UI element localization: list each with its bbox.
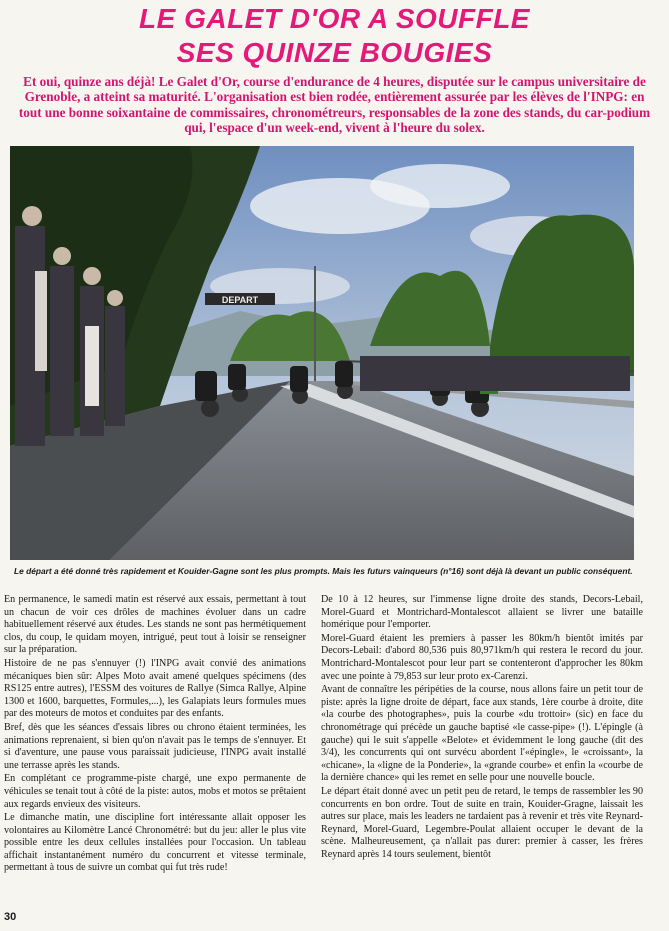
start-banner-text: DEPART bbox=[221, 295, 259, 305]
paragraph: En complétant ce programme-piste chargé, une expo permanente de véhicules se tenait tout à côté de la piste: autos, mobs et motos se prêtaient aux regards envieux des visiteurs. bbox=[4, 773, 306, 810]
title-line-1: LE GALET D'OR A SOUFFLE bbox=[139, 3, 530, 34]
article-column-right bbox=[321, 594, 643, 909]
paragraph: Le dimanche matin, une discipline fort intéressante allait opposer les volontaires au Kilomètre Lancé Chronométré: but du jeu: aller le plus vite possible entre les deux cellules installées pour l'occasion. Un tableau affichait instantanément numéro du concurrent et vitesse terminale, permettant à tous de suivre un combat qui fut très rude! bbox=[4, 812, 306, 874]
paragraph: Avant de connaître les péripéties de la course, nous allons faire un petit tour de piste: après la ligne droite de départ, face aux stands, 1ère courbe à droite, dite «la courbe des photographes», puis la courbe «du trottoir» (sic) en face du chronométrage qui précède un gauche baptisé «le casse-pipe» (!). L'épingle (à gauche) qui le suit s'appelle «Belote» et évidemment le long gauche (dit des 3/4), les concurrents qui ont survécu abordent l'«épingle», le «croissant», la «chicane», la «ligne de la Ponderie», la «grande courbe» et enfin la «courbe de la dernière chance» qui les remet en selle pour une nouvelle boucle. bbox=[321, 684, 643, 784]
paragraph: Histoire de ne pas s'ennuyer (!) l'INPG avait convié des animations mécaniques bien sûr: Alpes Moto avait amené quelques spécimens (des RS125 entre autres), l'ESSM des voitures de Rallye (Simca Rallye, Alpine 1300 et 1600, barquettes, Formules,...), les Galapiats leurs formules mues par des moteurs de motos et conduites par des enfants. bbox=[4, 657, 306, 720]
race-start-photo bbox=[10, 146, 634, 560]
article-title bbox=[0, 2, 669, 70]
paragraph: Bref, dès que les séances d'essais libres ou chrono étaient terminées, les animations reprenaient, si bien qu'on n'avait pas le temps de s'ennuyer. Et si d'aventure, une pause vous paraissait judicieuse, l'INPG avait installé une terrasse après les stands. bbox=[4, 721, 306, 771]
article-column-left bbox=[4, 594, 306, 909]
paragraph: De 10 à 12 heures, sur l'immense ligne droite des stands, Decors-Lebail, Morel-Guard et Montrichard-Montalescot allaient se livrer une bataille homérique pour l'emporter. bbox=[321, 594, 643, 631]
race-start-illustration bbox=[10, 146, 634, 560]
paragraph: En permanence, le samedi matin est réservé aux essais, permettant à tout un chacun de voir ces drôles de machines évoluer dans un cadre habituellement réservé aux études. Les stands ne sont pas hermétiquement clos, du coup, le quidam moyen, intrigué, peut tout à loisir se renseigner sur la préparation. bbox=[4, 594, 306, 656]
paragraph: Le départ était donné avec un petit peu de retard, le temps de rassembler les 90 concurrents en bon ordre. Tout de suite en train, Kouider-Gragne, laissait les autres sur place, mais les leaders ne tardaient pas à revenir et très vite Reynard-Reynard, Morel-Guard, Legembre-Poulat allaient occuper le devant de la scène. Malheureusement, ça n'allait pas durer: premier à casser, les frères Reynard après 14 tours seulement, bientôt bbox=[321, 785, 643, 860]
article-lede: Et oui, quinze ans déjà! Le Galet d'Or, course d'endurance de 4 heures, disputée sur le campus universitaire de Grenoble, a atteint sa maturité. L'organisation est bien rodée, entièrement assurée par les élèves de l'INPG: en tout une bonne soixantaine de commissaires, chronométreurs, responsables de la zone des stands, du car-podium qui, l'espace d'un week-end, vivent à l'heure du solex. bbox=[18, 74, 651, 135]
photo-caption: Le départ a été donné très rapidement et Kouider-Gagne sont les plus prompts. Mais les futurs vainqueurs (n°16) sont déjà là devant un public conséquent. bbox=[14, 566, 633, 576]
paragraph: Morel-Guard étaient les premiers à passer les 80km/h bientôt imités par Decors-Lebail: d'abord 80,536 puis 80,971km/h qui restera le record du jour. Montrichard-Montalescot pour leur part se contenteront d'approcher les 80km avec une pointe à 79,853 sur leur proto ex-Carenzi. bbox=[321, 632, 643, 682]
title-line-2: SES QUINZE BOUGIES bbox=[176, 37, 493, 68]
page-number: 30 bbox=[4, 911, 17, 923]
